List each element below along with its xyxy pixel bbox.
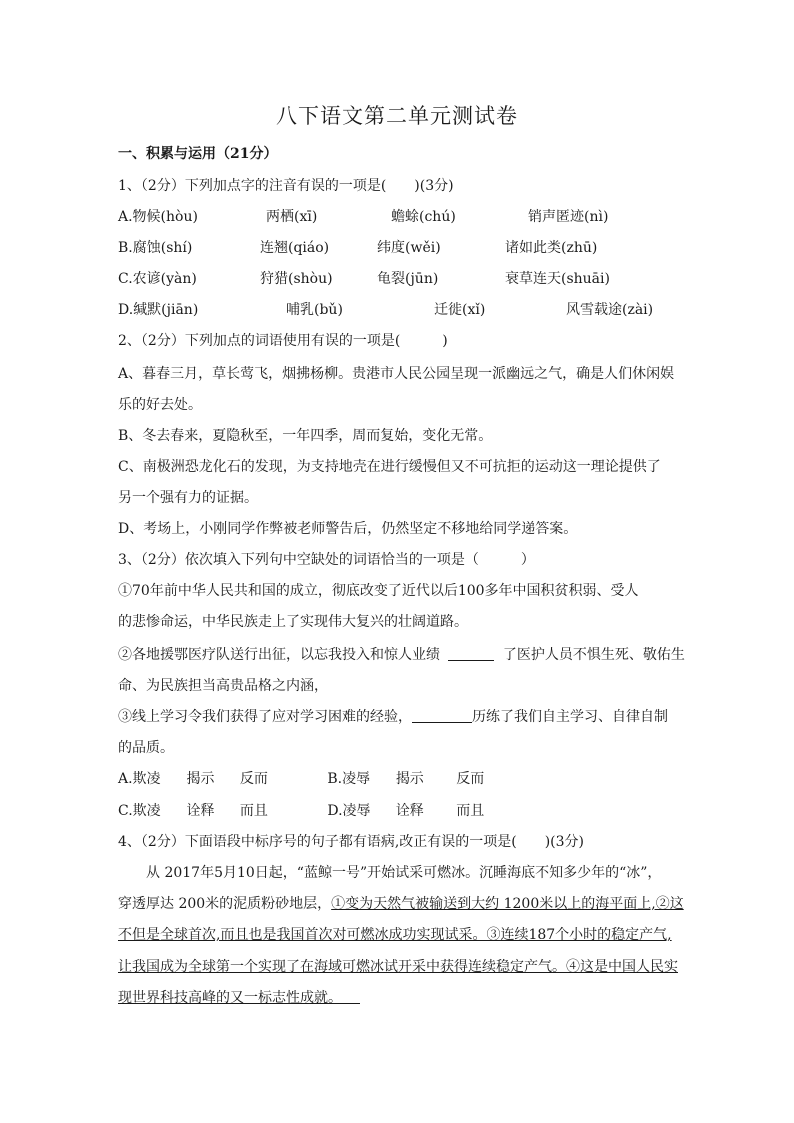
q1-option-row-c: [118, 269, 688, 289]
q1-a-1: A.物候(hòu): [118, 209, 198, 225]
q3-a-1: A.欺凌: [118, 771, 161, 787]
q2-option-b: B、冬去春来，夏隐秋至，一年四季，周而复始，变化无常。: [118, 428, 493, 444]
q4-passage-line5: [118, 988, 688, 1008]
q3-c-2: 诠释: [186, 803, 215, 819]
q2-option-d: D、考场上，小刚同学作弊被老师警告后，仍然坚定不移地给同学递答案。: [118, 521, 578, 537]
q3-s2-pre: ②各地援鄂医疗队送行出征，以忘我投入和惊人业绩: [118, 647, 440, 663]
q4-passage-line1: 从 2017年5月10日起，“蓝鲸一号”开始试采可燃冰。沉睡海底不知多少年的“冰”，: [146, 865, 662, 881]
q1-c-1: C.农谚(yàn): [118, 271, 197, 287]
q4-passage-line2-underlined: ①变为天然气被输送到大约 1200米以上的海平面上,②这: [331, 896, 684, 912]
q3-a-2: 揭示: [186, 771, 215, 787]
q3-c-1: C.欺凌: [118, 803, 161, 819]
q3-s2-post: 了医护人员不惧生死、敬佑生: [502, 647, 685, 663]
q3-s3-pre: ③线上学习令我们获得了应对学习困难的经验，: [118, 709, 412, 725]
q1-a-2: 两栖(xī): [266, 209, 318, 225]
q3-sentence1-line2: 的悲惨命运，中华民族走上了实现伟大复兴的壮阔道路。: [118, 614, 468, 630]
q1-option-row-a: [118, 207, 688, 227]
q3-options-ab: [118, 769, 688, 789]
q1-c-3: 龟裂(jūn): [377, 271, 439, 287]
q4-passage-line2-plain: 穿透厚达 200米的泥质粉砂地层，: [118, 896, 332, 912]
q1-d-2: 哺乳(bǔ): [286, 302, 343, 318]
q1-c-2: 狩猎(shòu): [260, 271, 333, 287]
q3-b-1: B.凌辱: [327, 771, 371, 787]
q4-trailing-underline: [342, 989, 360, 1004]
q3-blank-2[interactable]: [448, 646, 494, 661]
q1-a-3: 蟾蜍(chú): [391, 209, 456, 225]
q4-stem: 4、（2分）下面语段中标序号的句子都有语病,改正有误的一项是( )(3分): [118, 834, 585, 850]
q3-a-3: 反而: [239, 771, 268, 787]
q4-passage-line5-text: 现世界科技高峰的又一标志性成就。: [118, 990, 342, 1006]
q4-passage-line2: [118, 894, 688, 914]
q3-c-3: 而且: [239, 803, 268, 819]
q4-passage-line4: 让我国成为全球第一个实现了在海域可燃冰试开采中获得连续稳定产气。④这是中国人民实: [118, 959, 678, 975]
q3-b-3: 反而: [456, 771, 485, 787]
page-title: 八下语文第二单元测试卷: [276, 104, 518, 128]
q2-option-a-line2: 乐的好去处。: [118, 397, 202, 413]
q1-option-row-b: [118, 238, 688, 258]
q1-stem: 1、（2分）下列加点字的注音有误的一项是( )(3分): [118, 178, 454, 194]
q3-sentence3-line2: 的品质。: [118, 740, 174, 756]
q3-sentence1-line1: ①70年前中华人民共和国的成立，彻底改变了近代以后100多年中国积贫积弱、受人: [118, 583, 639, 599]
q1-option-row-d: [118, 300, 688, 320]
q2-option-a-line1: A、暮春三月，草长莺飞，烟拂杨柳。贵港市人民公园呈现一派幽远之气，确是人们休闲娱: [118, 366, 675, 382]
q3-options-cd: [118, 801, 688, 821]
q1-b-3: 纬度(wěi): [377, 240, 441, 256]
section-heading: 一、积累与运用（21分）: [118, 146, 278, 162]
q1-d-4: 风雪载途(zài): [566, 302, 654, 318]
q1-b-2: 连翘(qiáo): [260, 240, 330, 256]
q3-stem: 3、（2分）依次填入下列句中空缺处的词语恰当的一项是（ ）: [118, 552, 535, 568]
q2-option-c-line2: 另一个强有力的证据。: [118, 490, 258, 506]
q2-option-c-line1: C、南极洲恐龙化石的发现，为支持地壳在进行缓慢但又不可抗拒的运动这一理论提供了: [118, 459, 661, 475]
q3-blank-3[interactable]: [412, 708, 472, 723]
q1-c-4: 衰草连天(shuāi): [505, 271, 610, 287]
q3-d-2: 诠释: [395, 803, 424, 819]
q3-sentence2-line2: 命、为民族担当高贵品格之内涵，: [118, 678, 328, 694]
q3-sentence3-line1: [118, 707, 688, 727]
q3-b-2: 揭示: [395, 771, 424, 787]
q2-stem: 2、（2分）下列加点的词语使用有误的一项是( ): [118, 333, 448, 349]
q1-a-4: 销声匿迹(nì): [528, 209, 609, 225]
q3-d-3: 而且: [456, 803, 485, 819]
q3-sentence2-line1: [118, 645, 688, 665]
q3-s3-post: 历练了我们自主学习、自律自制: [472, 709, 668, 725]
q4-passage-line3: 不但是全球首次,而且也是我国首次对可燃冰成功实现试采。③连续187个小时的稳定产气,: [118, 927, 672, 943]
q1-d-3: 迁徙(xǐ): [434, 302, 486, 318]
q3-d-1: D.凌辱: [327, 803, 371, 819]
q1-d-1: D.缄默(jiān): [118, 302, 199, 318]
q1-b-1: B.腐蚀(shí): [118, 240, 193, 256]
q1-b-4: 诸如此类(zhū): [505, 240, 598, 256]
